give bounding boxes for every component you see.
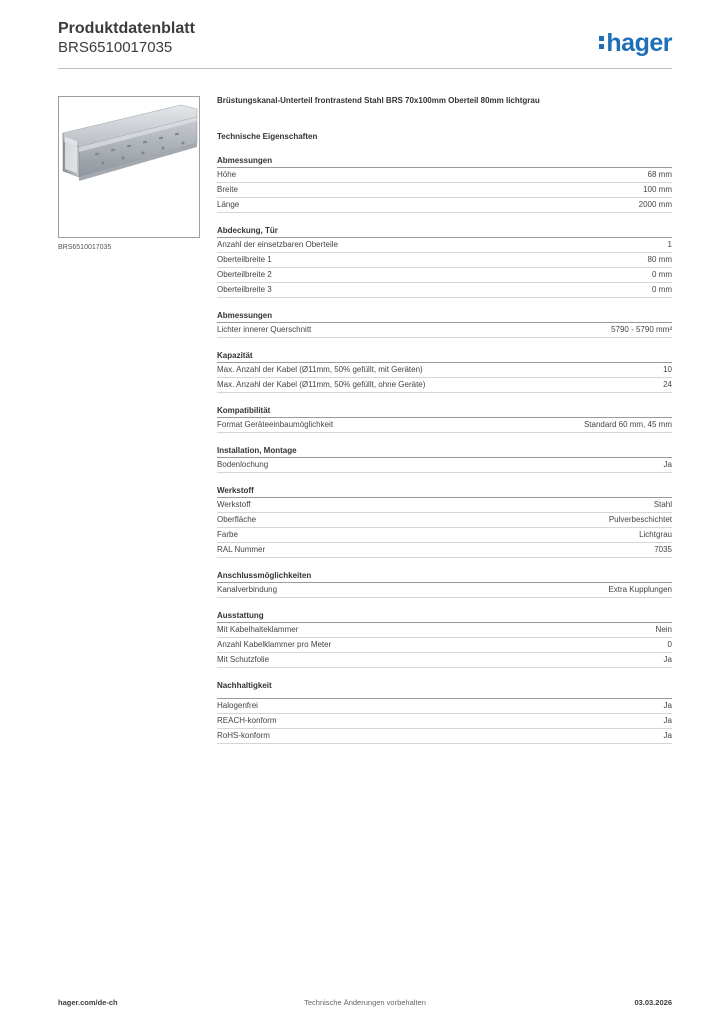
spec-label: Länge — [217, 200, 240, 209]
header-divider — [58, 68, 672, 69]
cable-duct-icon — [59, 97, 199, 237]
spec-value: 10 — [663, 365, 672, 374]
spec-row — [217, 528, 672, 543]
spec-row — [217, 323, 672, 338]
section-title: Abmessungen — [217, 154, 672, 168]
spec-section — [217, 679, 672, 744]
spec-row — [217, 418, 672, 433]
spec-value: 0 mm — [652, 270, 672, 279]
spec-value: Lichtgrau — [639, 530, 672, 539]
section-title: Kompatibilität — [217, 404, 672, 418]
spec-value: 100 mm — [643, 185, 672, 194]
section-title: Nachhaltigkeit — [217, 679, 672, 699]
spec-value: Nein — [655, 625, 672, 634]
spec-label: Mit Kabelhalteklammer — [217, 625, 299, 634]
spec-row — [217, 729, 672, 744]
image-caption: BRS6510017035 — [58, 244, 112, 251]
spec-row — [217, 183, 672, 198]
spec-value: Ja — [663, 716, 672, 725]
page-footer — [58, 998, 672, 1010]
logo-text: hager — [606, 29, 672, 57]
section-title: Kapazität — [217, 349, 672, 363]
spec-value: 5790 - 5790 mm² — [611, 325, 672, 334]
spec-row — [217, 653, 672, 668]
spec-row — [217, 583, 672, 598]
spec-section — [217, 609, 672, 668]
spec-row — [217, 699, 672, 714]
section-title: Abdeckung, Tür — [217, 224, 672, 238]
spec-value: 0 — [667, 640, 672, 649]
spec-row — [217, 268, 672, 283]
spec-value: Ja — [663, 655, 672, 664]
spec-label: Mit Schutzfolie — [217, 655, 270, 664]
footer-notice: Technische Änderungen vorbehalten — [304, 998, 426, 1007]
spec-label: RoHS-konform — [217, 731, 270, 740]
spec-row — [217, 623, 672, 638]
spec-label: Höhe — [217, 170, 237, 179]
spec-label: Oberteilbreite 3 — [217, 285, 272, 294]
spec-label: Format Geräteeinbaumöglichkeit — [217, 420, 334, 429]
spec-label: Halogenfrei — [217, 701, 258, 710]
footer-date: 03.03.2026 — [634, 998, 672, 1007]
page-header — [58, 20, 672, 70]
footer-website-link[interactable]: hager.com/de-ch — [58, 998, 118, 1007]
spec-content — [217, 95, 672, 744]
tech-properties-heading: Technische Eigenschaften — [217, 132, 318, 141]
section-title: Anschlussmöglichkeiten — [217, 569, 672, 583]
spec-section — [217, 349, 672, 393]
spec-row — [217, 714, 672, 729]
spec-label: Breite — [217, 185, 238, 194]
spec-value: Stahl — [653, 500, 672, 509]
product-description: Brüstungskanal-Unterteil frontrastend Stahl BRS 70x100mm Oberteil 80mm lichtgrau — [217, 96, 540, 105]
spec-value: 7035 — [654, 545, 672, 554]
doc-title: Produktdatenblatt — [58, 20, 195, 37]
spec-row — [217, 253, 672, 268]
spec-value: 68 mm — [647, 170, 672, 179]
spec-value: Ja — [663, 731, 672, 740]
spec-row — [217, 168, 672, 183]
spec-section — [217, 309, 672, 338]
spec-section — [217, 404, 672, 433]
spec-row — [217, 238, 672, 253]
spec-section — [217, 154, 672, 213]
spec-section — [217, 484, 672, 558]
product-image — [58, 96, 200, 238]
spec-value: 1 — [667, 240, 672, 249]
spec-label: Max. Anzahl der Kabel (Ø11mm, 50% gefüllt, ohne Geräte) — [217, 380, 426, 389]
spec-label: Farbe — [217, 530, 238, 539]
spec-value: Ja — [663, 701, 672, 710]
hager-logo — [599, 28, 672, 58]
spec-value: Ja — [663, 460, 672, 469]
section-title: Ausstattung — [217, 609, 672, 623]
section-title: Werkstoff — [217, 484, 672, 498]
spec-section — [217, 444, 672, 473]
spec-label: Lichter innerer Querschnitt — [217, 325, 312, 334]
spec-section — [217, 569, 672, 598]
spec-label: Anzahl der einsetzbaren Oberteile — [217, 240, 338, 249]
spec-label: Anzahl Kabelklammer pro Meter — [217, 640, 332, 649]
spec-value: 24 — [663, 380, 672, 389]
spec-label: Oberteilbreite 2 — [217, 270, 272, 279]
spec-label: Werkstoff — [217, 500, 251, 509]
spec-row — [217, 513, 672, 528]
spec-value: 2000 mm — [638, 200, 672, 209]
section-title: Installation, Montage — [217, 444, 672, 458]
spec-row — [217, 638, 672, 653]
spec-label: RAL Nummer — [217, 545, 266, 554]
spec-row — [217, 498, 672, 513]
spec-value: Extra Kupplungen — [608, 585, 672, 594]
spec-label: REACH-konform — [217, 716, 277, 725]
spec-label: Oberfläche — [217, 515, 257, 524]
section-title: Abmessungen — [217, 309, 672, 323]
spec-section — [217, 224, 672, 298]
spec-row — [217, 198, 672, 213]
spec-label: Max. Anzahl der Kabel (Ø11mm, 50% gefüllt, mit Geräten) — [217, 365, 423, 374]
spec-row — [217, 378, 672, 393]
spec-row — [217, 458, 672, 473]
spec-value: 0 mm — [652, 285, 672, 294]
spec-row — [217, 283, 672, 298]
spec-value: 80 mm — [647, 255, 672, 264]
logo-dots-icon — [599, 34, 604, 50]
doc-subtitle: BRS6510017035 — [58, 39, 173, 56]
spec-row — [217, 363, 672, 378]
spec-label: Oberteilbreite 1 — [217, 255, 272, 264]
spec-label: Bodenlochung — [217, 460, 269, 469]
spec-row — [217, 543, 672, 558]
spec-label: Kanalverbindung — [217, 585, 278, 594]
spec-value: Standard 60 mm, 45 mm — [583, 420, 672, 429]
spec-value: Pulverbeschichtet — [608, 515, 672, 524]
